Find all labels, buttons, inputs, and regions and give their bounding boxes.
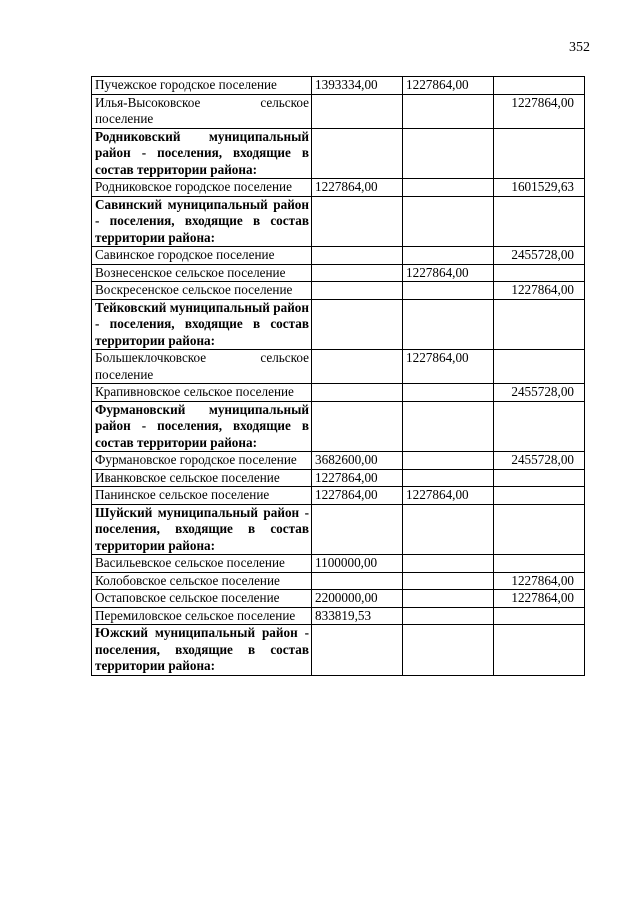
settlement-name-cell: Большеклочковское сельское поселение xyxy=(92,350,312,384)
table-row xyxy=(92,247,585,265)
district-heading-cell: Южский муниципальный район - поселения, входящие в состав территории района: xyxy=(92,625,312,676)
amount-cell-1 xyxy=(312,128,403,179)
amount-cell-1 xyxy=(312,299,403,350)
amount-cell-1: 1227864,00 xyxy=(312,469,403,487)
page-number: 352 xyxy=(569,40,590,55)
amount-cell-3: 1601529,63 xyxy=(494,179,585,197)
amount-cell-3 xyxy=(494,299,585,350)
amount-cell-3 xyxy=(494,625,585,676)
amount-cell-3: 2455728,00 xyxy=(494,247,585,265)
amount-cell-1: 1393334,00 xyxy=(312,77,403,95)
amount-cell-1: 1100000,00 xyxy=(312,555,403,573)
district-heading-cell: Шуйский муниципальный район - поселения, входящие в состав территории района: xyxy=(92,504,312,555)
amount-cell-1: 1227864,00 xyxy=(312,179,403,197)
amount-cell-1 xyxy=(312,504,403,555)
amount-cell-1: 3682600,00 xyxy=(312,452,403,470)
table-row xyxy=(92,384,585,402)
amount-cell-1 xyxy=(312,401,403,452)
amount-cell-3 xyxy=(494,77,585,95)
settlement-name-cell: Колобовское сельское поселение xyxy=(92,572,312,590)
amount-cell-2 xyxy=(403,128,494,179)
budget-table xyxy=(91,76,585,676)
amount-cell-3: 1227864,00 xyxy=(494,94,585,128)
district-heading-cell: Савинский муниципальный район - поселения, входящие в состав территории района: xyxy=(92,196,312,247)
settlement-name-cell: Пучежское городское поселение xyxy=(92,77,312,95)
amount-cell-1 xyxy=(312,384,403,402)
amount-cell-3: 1227864,00 xyxy=(494,572,585,590)
amount-cell-1 xyxy=(312,94,403,128)
table-row xyxy=(92,264,585,282)
settlement-name-cell: Остаповское сельское поселение xyxy=(92,590,312,608)
amount-cell-2: 1227864,00 xyxy=(403,487,494,505)
table-row xyxy=(92,452,585,470)
amount-cell-1 xyxy=(312,625,403,676)
table-row xyxy=(92,625,585,676)
amount-cell-3 xyxy=(494,607,585,625)
amount-cell-1: 2200000,00 xyxy=(312,590,403,608)
table-row xyxy=(92,196,585,247)
table-row xyxy=(92,469,585,487)
settlement-name-cell: Савинское городское поселение xyxy=(92,247,312,265)
amount-cell-1: 1227864,00 xyxy=(312,487,403,505)
table-row xyxy=(92,77,585,95)
table-row xyxy=(92,607,585,625)
amount-cell-1 xyxy=(312,350,403,384)
amount-cell-3 xyxy=(494,555,585,573)
table-row xyxy=(92,487,585,505)
amount-cell-2 xyxy=(403,555,494,573)
amount-cell-2 xyxy=(403,625,494,676)
table-body xyxy=(92,77,585,676)
amount-cell-2 xyxy=(403,572,494,590)
amount-cell-3 xyxy=(494,401,585,452)
amount-cell-2 xyxy=(403,196,494,247)
amount-cell-2 xyxy=(403,590,494,608)
amount-cell-2: 1227864,00 xyxy=(403,350,494,384)
settlement-name-cell: Перемиловское сельское поселение xyxy=(92,607,312,625)
table-row xyxy=(92,282,585,300)
table-row xyxy=(92,350,585,384)
amount-cell-2 xyxy=(403,469,494,487)
amount-cell-3 xyxy=(494,350,585,384)
table-row xyxy=(92,572,585,590)
amount-cell-3 xyxy=(494,504,585,555)
amount-cell-2 xyxy=(403,94,494,128)
amount-cell-1 xyxy=(312,282,403,300)
table-row xyxy=(92,94,585,128)
amount-cell-1 xyxy=(312,247,403,265)
amount-cell-3 xyxy=(494,196,585,247)
amount-cell-2 xyxy=(403,401,494,452)
amount-cell-2 xyxy=(403,452,494,470)
settlement-name-cell: Крапивновское сельское поселение xyxy=(92,384,312,402)
amount-cell-3 xyxy=(494,487,585,505)
table-row xyxy=(92,504,585,555)
district-heading-cell: Тейковский муниципальный район - поселения, входящие в состав территории района: xyxy=(92,299,312,350)
settlement-name-cell: Вознесенское сельское поселение xyxy=(92,264,312,282)
amount-cell-3: 1227864,00 xyxy=(494,590,585,608)
amount-cell-1: 833819,53 xyxy=(312,607,403,625)
settlement-name-cell: Панинское сельское поселение xyxy=(92,487,312,505)
table-row xyxy=(92,401,585,452)
amount-cell-3 xyxy=(494,469,585,487)
table-row xyxy=(92,590,585,608)
settlement-name-cell: Васильевское сельское поселение xyxy=(92,555,312,573)
table-row xyxy=(92,299,585,350)
amount-cell-2: 1227864,00 xyxy=(403,77,494,95)
district-heading-cell: Родниковский муниципальный район - поселения, входящие в состав территории района: xyxy=(92,128,312,179)
amount-cell-3: 2455728,00 xyxy=(494,452,585,470)
table-row xyxy=(92,179,585,197)
amount-cell-1 xyxy=(312,264,403,282)
amount-cell-2 xyxy=(403,384,494,402)
settlement-name-cell: Иванковское сельское поселение xyxy=(92,469,312,487)
amount-cell-2: 1227864,00 xyxy=(403,264,494,282)
table-row xyxy=(92,555,585,573)
amount-cell-2 xyxy=(403,282,494,300)
district-heading-cell: Фурмановский муниципальный район - поселения, входящие в состав территории района: xyxy=(92,401,312,452)
amount-cell-2 xyxy=(403,299,494,350)
amount-cell-2 xyxy=(403,504,494,555)
settlement-name-cell: Фурмановское городское поселение xyxy=(92,452,312,470)
amount-cell-2 xyxy=(403,247,494,265)
settlement-name-cell: Родниковское городское поселение xyxy=(92,179,312,197)
amount-cell-1 xyxy=(312,572,403,590)
amount-cell-3: 2455728,00 xyxy=(494,384,585,402)
amount-cell-3 xyxy=(494,264,585,282)
amount-cell-1 xyxy=(312,196,403,247)
settlement-name-cell: Воскресенское сельское поселение xyxy=(92,282,312,300)
amount-cell-3 xyxy=(494,128,585,179)
amount-cell-2 xyxy=(403,179,494,197)
table-row xyxy=(92,128,585,179)
amount-cell-2 xyxy=(403,607,494,625)
settlement-name-cell: Илья-Высоковское сельское поселение xyxy=(92,94,312,128)
amount-cell-3: 1227864,00 xyxy=(494,282,585,300)
